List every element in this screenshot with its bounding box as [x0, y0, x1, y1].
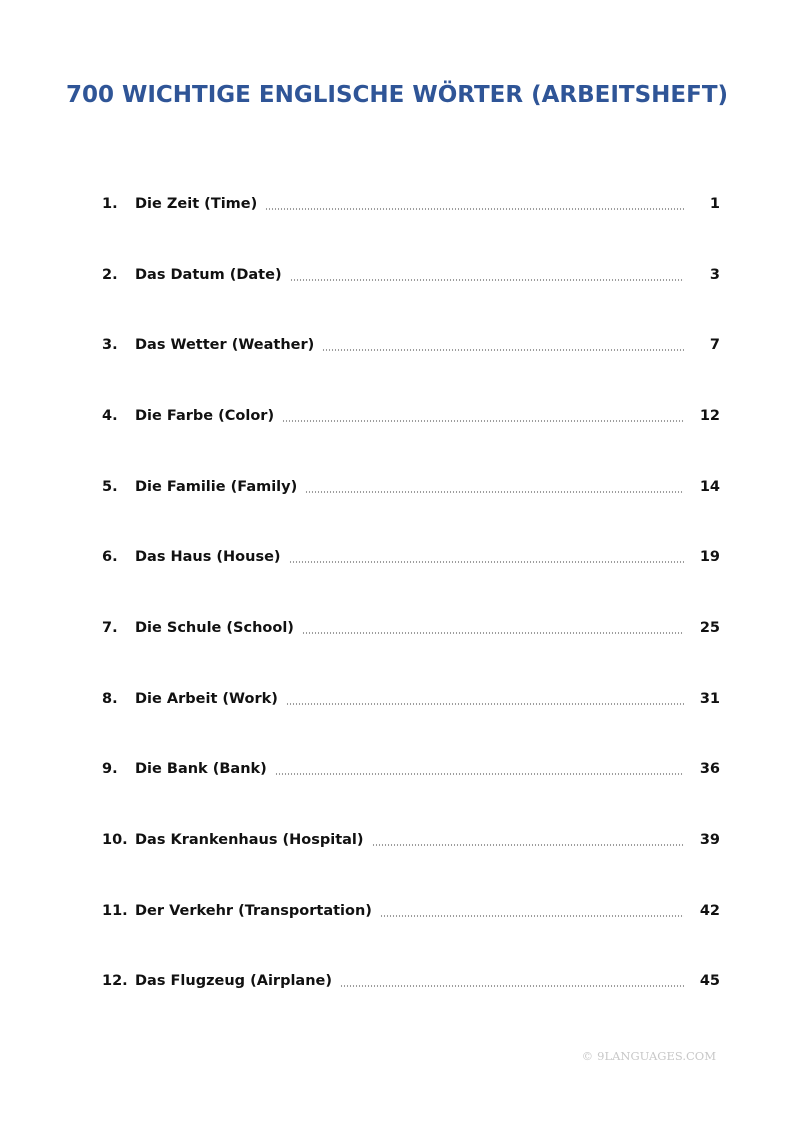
toc-entry-number: 1. — [102, 196, 118, 212]
toc-entry[interactable] — [102, 263, 720, 287]
toc-dot-leader — [290, 279, 684, 281]
toc-entry-page: 19 — [699, 549, 720, 565]
toc-entry-label: Das Krankenhaus (Hospital) — [135, 832, 364, 848]
toc-entry-number: 5. — [102, 479, 118, 495]
toc-entry[interactable] — [102, 969, 720, 993]
toc-dot-leader — [282, 420, 684, 422]
toc-entry-number: 7. — [102, 620, 118, 636]
page-title: 700 WICHTIGE ENGLISCHE WÖRTER (ARBEITSHEFT) — [65, 82, 729, 108]
toc-entry-label: Das Haus (House) — [135, 549, 281, 565]
toc-dot-leader — [340, 985, 684, 987]
toc-entry[interactable] — [102, 404, 720, 428]
toc-entry-label: Die Farbe (Color) — [135, 408, 275, 424]
toc-entry-page: 12 — [699, 408, 720, 424]
toc-entry[interactable] — [102, 687, 720, 711]
toc-entry-number: 4. — [102, 408, 118, 424]
toc-entry-page: 36 — [699, 761, 720, 777]
toc-entry-number: 10. — [102, 832, 128, 848]
toc-entry-page: 31 — [699, 691, 720, 707]
toc-entry-label: Die Bank (Bank) — [135, 761, 267, 777]
toc-entry-page: 42 — [699, 903, 720, 919]
toc-dot-leader — [302, 632, 684, 634]
toc-dot-leader — [289, 561, 684, 563]
toc-entry-page: 45 — [699, 973, 720, 989]
toc-entry[interactable] — [102, 828, 720, 852]
toc-entry[interactable] — [102, 475, 720, 499]
toc-dot-leader — [372, 844, 684, 846]
watermark-text: 9LANGUAGES.COM — [597, 1049, 716, 1063]
toc-entry[interactable] — [102, 757, 720, 781]
toc-entry-number: 9. — [102, 761, 118, 777]
toc-entry-label: Die Zeit (Time) — [135, 196, 258, 212]
toc-entry-label: Das Datum (Date) — [135, 267, 282, 283]
toc-entry-page: 25 — [699, 620, 720, 636]
toc-entry-number: 12. — [102, 973, 128, 989]
watermark — [582, 1049, 716, 1063]
toc-entry-number: 8. — [102, 691, 118, 707]
toc-entry-page: 1 — [709, 196, 720, 212]
toc-dot-leader — [322, 349, 684, 351]
toc-entry-number: 6. — [102, 549, 118, 565]
toc-entry-page: 14 — [699, 479, 720, 495]
toc-entry-label: Das Flugzeug (Airplane) — [135, 973, 332, 989]
toc-entry[interactable] — [102, 899, 720, 923]
toc-entry-number: 3. — [102, 337, 118, 353]
toc-entry-number: 11. — [102, 903, 128, 919]
toc-entry-label: Das Wetter (Weather) — [135, 337, 315, 353]
toc-dot-leader — [275, 773, 684, 775]
toc-entry[interactable] — [102, 333, 720, 357]
copyright-icon: © — [581, 1049, 594, 1063]
toc-dot-leader — [305, 491, 684, 493]
toc-entry-page: 39 — [699, 832, 720, 848]
toc-entry-label: Die Schule (School) — [135, 620, 294, 636]
toc-entry-number: 2. — [102, 267, 118, 283]
toc-entry-page: 3 — [709, 267, 720, 283]
toc-entry-page: 7 — [709, 337, 720, 353]
toc-dot-leader — [380, 915, 684, 917]
toc-dot-leader — [286, 703, 684, 705]
toc-dot-leader — [265, 208, 684, 210]
toc-entry[interactable] — [102, 616, 720, 640]
toc-entry[interactable] — [102, 192, 720, 216]
toc-entry-label: Die Arbeit (Work) — [135, 691, 278, 707]
toc-entry-label: Die Familie (Family) — [135, 479, 298, 495]
toc-entry[interactable] — [102, 545, 720, 569]
toc-entry-label: Der Verkehr (Transportation) — [135, 903, 372, 919]
